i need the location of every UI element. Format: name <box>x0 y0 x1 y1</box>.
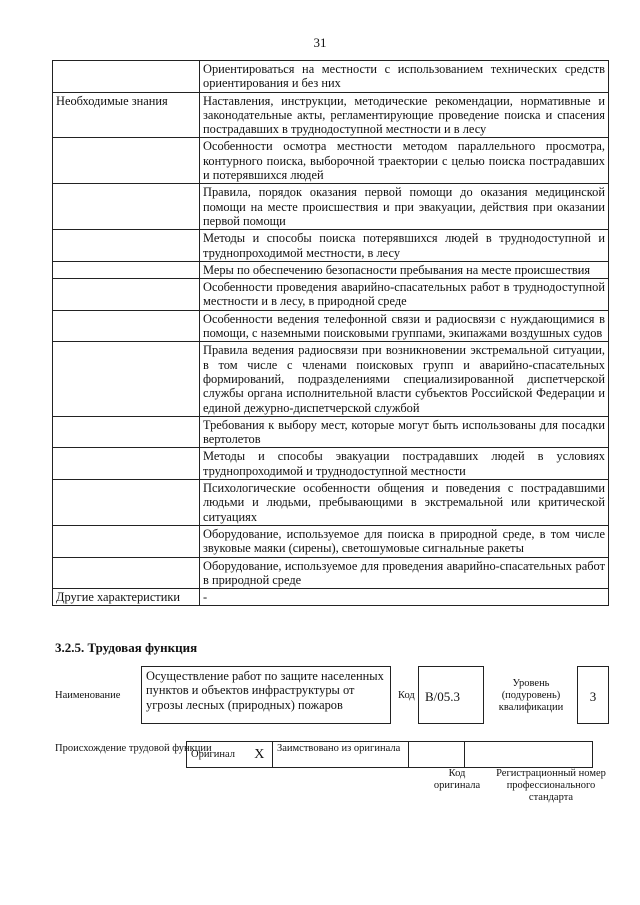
row-label <box>53 342 200 416</box>
original-mark: X <box>247 742 273 768</box>
table-row <box>53 310 609 342</box>
registration-number-cell <box>465 742 593 768</box>
table-row <box>53 138 609 184</box>
page-number: 31 <box>313 35 327 50</box>
row-label <box>53 230 200 262</box>
row-text: Требования к выбору мест, которые могут быть использованы для посадки вертолетов <box>200 416 609 448</box>
table-row <box>53 279 609 311</box>
row-label <box>53 61 200 93</box>
row-text: Психологические особенности общения и поведения с пострадавшими людьми и людьми, пребывающими в экстремальной или критической ситуациях <box>200 480 609 526</box>
level-value-box: 3 <box>577 666 609 724</box>
row-text: - <box>200 589 609 606</box>
origin-label: Происхождение трудовой функции <box>55 743 212 754</box>
row-text: Наставления, инструкции, методические рекомендации, нормативные и законодательные акты, регламентирующие проведение поиска и спасения пострадавших в труднодоступной местности и в лесу <box>200 92 609 138</box>
row-label <box>53 310 200 342</box>
row-text: Ориентироваться на местности с использованием технических средств ориентирования и без них <box>200 61 609 93</box>
row-label: Необходимые знания <box>53 92 200 138</box>
table-row <box>53 416 609 448</box>
table-row <box>53 184 609 230</box>
level-label: Уровень (подуровень) квалификации <box>498 678 564 713</box>
original-code-caption: Код оригинала <box>433 768 481 791</box>
section-heading: 3.2.5. Трудовая функция <box>55 640 198 655</box>
row-label <box>53 416 200 448</box>
row-label <box>53 184 200 230</box>
table-row <box>53 342 609 416</box>
row-text: Методы и способы поиска потерявшихся людей в труднодоступной и труднопроходимой местности, в лесу <box>200 230 609 262</box>
original-label: Оригинал <box>187 742 247 768</box>
code-value-box: B/05.3 <box>418 666 484 724</box>
original-code-cell <box>409 742 465 768</box>
name-label: Наименование <box>55 690 121 701</box>
row-label <box>53 279 200 311</box>
row-text: Правила ведения радиосвязи при возникновении экстремальной ситуации, в том числе с членами поисковых групп и аварийно-спасательных формирований, подразделениями специализированной диспетчерской службы органа исполнительной власти субъектов Российской Федерации и единой дежурно-диспетчерской службой <box>200 342 609 416</box>
table-row <box>53 261 609 278</box>
row-label: Другие характеристики <box>53 589 200 606</box>
knowledge-table <box>52 60 609 606</box>
table-row <box>53 92 609 138</box>
row-label <box>53 448 200 480</box>
row-label <box>53 480 200 526</box>
registration-number-caption: Регистрационный номер профессионального стандарта <box>496 768 606 803</box>
table-row <box>53 480 609 526</box>
row-text: Оборудование, используемое для проведения аварийно-спасательных работ в природной среде <box>200 557 609 589</box>
table-row <box>53 589 609 606</box>
row-text: Методы и способы эвакуации пострадавших людей в условиях труднопроходимой и труднодоступной местности <box>200 448 609 480</box>
row-text: Меры по обеспечению безопасности пребывания на месте происшествия <box>200 261 609 278</box>
table-row <box>53 230 609 262</box>
table-row <box>53 525 609 557</box>
row-label <box>53 525 200 557</box>
row-label <box>53 138 200 184</box>
row-text: Особенности осмотра местности методом параллельного просмотра, контурного поиска, выборочной траектории с целью поиска пострадавших и потерявшихся людей <box>200 138 609 184</box>
function-name-box: Осуществление работ по защите населенных пунктов и объектов инфраструктуры от угрозы лесных (природных) пожаров <box>141 666 391 724</box>
row-text: Правила, порядок оказания первой помощи до оказания медицинской помощи на месте происшествия и при эвакуации, действия при оказании первой помощи <box>200 184 609 230</box>
code-label: Код <box>398 690 415 701</box>
origin-table <box>186 741 593 768</box>
borrowed-label: Заимствовано из оригинала <box>273 742 409 768</box>
table-row <box>53 448 609 480</box>
row-label <box>53 261 200 278</box>
row-text: Оборудование, используемое для поиска в природной среде, в том числе звуковые маяки (сирены), светошумовые сигнальные ракеты <box>200 525 609 557</box>
table-row <box>53 557 609 589</box>
table-row <box>53 61 609 93</box>
row-label <box>53 557 200 589</box>
row-text: Особенности ведения телефонной связи и радиосвязи с нуждающимися в помощи, с наземными поисковыми группами, экипажами воздушных судов <box>200 310 609 342</box>
row-text: Особенности проведения аварийно-спасательных работ в труднодоступной местности и в лесу, в природной среде <box>200 279 609 311</box>
